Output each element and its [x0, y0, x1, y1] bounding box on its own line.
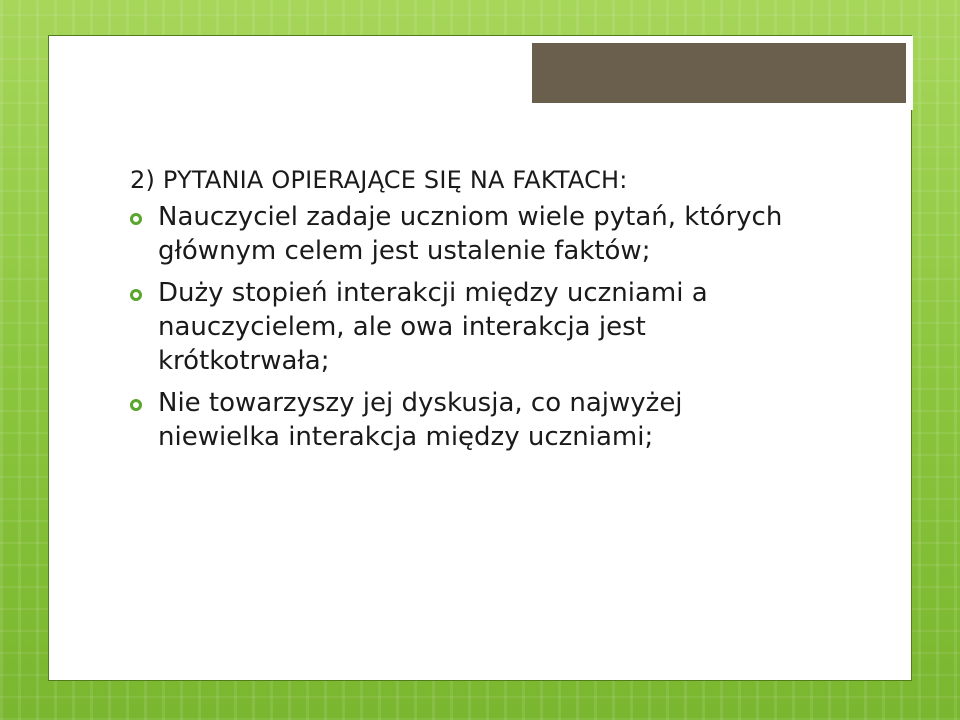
circle-bullet-icon — [130, 399, 142, 411]
bullet-item-2 — [130, 276, 810, 378]
title-accent-block — [532, 43, 906, 103]
bullet-text: Nauczyciel zadaje uczniom wiele pytań, których głównym celem jest ustalenie faktów; — [158, 202, 783, 266]
bullet-item-1 — [130, 200, 810, 268]
bullet-text: Nie towarzyszy jej dyskusja, co najwyżej niewielka interakcja między uczniami; — [158, 388, 683, 452]
title-frame — [525, 36, 913, 110]
circle-bullet-icon — [130, 289, 142, 301]
slide-heading: 2) PYTANIA OPIERAJĄCE SIĘ NA FAKTACH: — [130, 166, 628, 194]
circle-bullet-icon — [130, 213, 142, 225]
bullet-item-3 — [130, 386, 810, 454]
bullet-text: Duży stopień interakcji między uczniami a nauczycielem, ale owa interakcja jest krótkotrwała; — [158, 278, 708, 376]
slide-content — [130, 162, 810, 462]
